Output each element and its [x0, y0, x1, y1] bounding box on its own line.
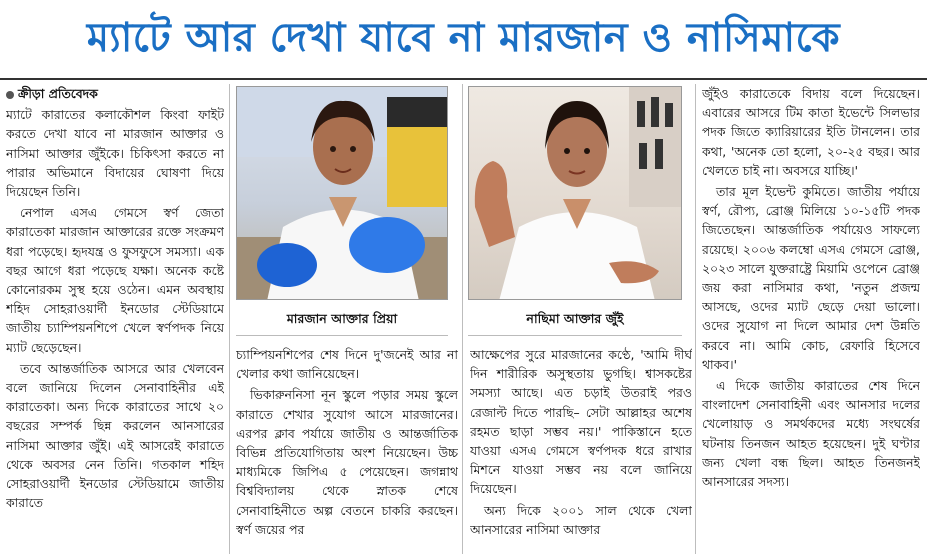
paragraph: জুঁইও কারাতেকে বিদায় বলে দিয়েছেন। এবারের আসরে টিম কাতা ইভেন্টে সিলভার পদক জিতে ক্যারিয়ারের ইতি টানলেন। তার কথা, 'অনেক তো হলো, ২০-২৫ বছর। আর খেলতে চাই না। অবসরে যাচ্ছি।'	[702, 86, 920, 178]
byline-text: ক্রীড়া প্রতিবেদক	[18, 86, 98, 101]
headline: ম্যাটে আর দেখা যাবে না মারজান ও নাসিমাকে	[86, 14, 841, 61]
paragraph: এ দিকে জাতীয় কারাতের শেষ দিনে বাংলাদেশ সেনাবাহিনী এবং আনসার দলের খেলোয়াড় ও সমর্থকদের মধ্যে সংঘর্ষের ঘটনায় তিনজন আহত হয়েছেন। দুই ঘণ্টার জন্য খেলা বন্ধ ছিল। আহত তিনজনই আনসারের সদস্য।	[702, 378, 920, 490]
paragraph: নেপাল এসএ গেমসে স্বর্ণ জেতা কারাতেকা মারজান আক্তারের রক্তে সংক্রমণ ধরা পড়েছে। হৃদযন্ত্র ও ফুসফুসে সমস্যা। এক বছর আগে ধরা পড়েছে যক্ষা। অনেক কষ্টে কোনোরকম সুস্থ হয়ে ওঠেন। এমন অবস্থায় শহিদ সোহরাওয়ার্দী ইনডোর স্টেডিয়ামে জাতীয় চ্যাম্পিয়নশিপে খেলে স্বর্ণপদক নিয়ে ম্যাট ছেড়েছেন।	[6, 205, 224, 355]
photo-caption-marjan: মারজান আক্তার প্রিয়া	[236, 306, 448, 336]
headline-rule	[0, 78, 927, 80]
paragraph: ভিকারুননিসা নূন স্কুলে পড়ার সময় স্কুলে কারাতে শেখার সুযোগ আসে মারজানের। এরপর ক্লাব পর্যায়ে জাতীয় ও আন্তর্জাতিক বিভিন্ন প্রতিযোগিতায় অংশ নিয়েছেন। উচ্চ মাধ্যমিকে জিপিএ ৫ পেয়েছেন। জগন্নাথ বিশ্ববিদ্যালয় থেকে স্নাতক শেষে সেনাবাহিনীতে অল্প বেতনে চাকরি করছেন। স্বর্ণ জয়ের পর	[236, 387, 458, 537]
byline	[6, 84, 224, 103]
photo-caption-nasima: নাছিমা আক্তার জুঁই	[468, 306, 682, 336]
photo-nasima-illustration	[469, 87, 682, 300]
paragraph: অন্য দিকে ২০০১ সাল থেকে খেলা আনসারের নাসিমা আক্তার	[470, 502, 692, 537]
bullet-icon	[6, 91, 14, 99]
paragraph: ম্যাটে কারাতের কলাকৌশল কিংবা ফাইট করতে দেখা যাবে না মারজান আক্তার ও নাসিমা আক্তার জুঁইকে। চিকিৎসা করতে না পারার অভিমানে বিদায়ের ঘোষণা দিয়ে দিয়েছেন তিনি।	[6, 107, 224, 200]
photo-marjan-illustration	[237, 87, 448, 300]
photo-marjan	[236, 86, 448, 300]
article-column-4	[702, 84, 920, 554]
paragraph: আক্ষেপের সুরে মারজানের কণ্ঠে, 'আমি দীর্ঘ দিন শারীরিক অসুস্থতায় ভুগছি। শ্বাসকষ্টের সমস্যা আছে। এত চড়াই উতরাই পরও রেজাল্ট দিতে পারছি– সেটা আল্লাহর অশেষ রহমত ছাড়া সম্ভব নয়।' পাকিস্তানে হতে যাওয়া এসএ গেমসে স্বর্ণপদক ধরে রাখার মিশনে যাওয়া সম্ভব নয় বলে জানিয়ে দিয়েছেন।	[470, 347, 692, 497]
column-divider	[695, 84, 696, 554]
paragraph: তবে আন্তর্জাতিক আসরে আর খেলবেন বলে জানিয়ে দিলেন সেনাবাহিনীর এই কারাতেকা। অন্য দিকে কারাতের সাথে ২০ বছরের সম্পর্ক ছিন্ন করলেন আনসারের নাসিমা আক্তার জুঁই। এই আসরেই কারাতে থেকে অবসর নেন তিনি। গতকাল শহিদ সোহরাওয়ার্দী ইনডোর স্টেডিয়ামে জাতীয় কারাতে	[6, 360, 224, 511]
article-column-2	[236, 345, 458, 555]
paragraph: তার মূল ইভেন্ট কুমিতে। জাতীয় পর্যায়ে স্বর্ণ, রৌপ্য, ব্রোঞ্জ মিলিয়ে ১০-১৫টি পদক জিতেছেন। আন্তর্জাতিক পর্যায়েও সাফল্যে রয়েছে। ২০০৬ কলম্বো এসএ গেমসে ব্রোঞ্জ, ২০২৩ সালে যুক্তরাষ্ট্রে মিয়ামি ওপেনে ব্রোঞ্জ জয় করা নাসিমার কথা, 'নতুন প্রজন্ম আসছে, ওদের ম্যাট ছেড়ে দেয়া ভালো। ওদের সুযোগ না দিলে আমার দেশ উন্নতি করবে না। আমি কোচ, রেফারি হিসেবে থাকব।'	[702, 184, 920, 372]
article-column-1	[6, 84, 224, 554]
article-column-3	[470, 345, 692, 555]
photo-nasima	[468, 86, 682, 300]
paragraph: চ্যাম্পিয়নশিপের শেষ দিনে দু'জনেই আর না খেলার কথা জানিয়েছেন।	[236, 347, 458, 382]
column-divider	[462, 84, 463, 554]
column-divider	[229, 84, 230, 554]
